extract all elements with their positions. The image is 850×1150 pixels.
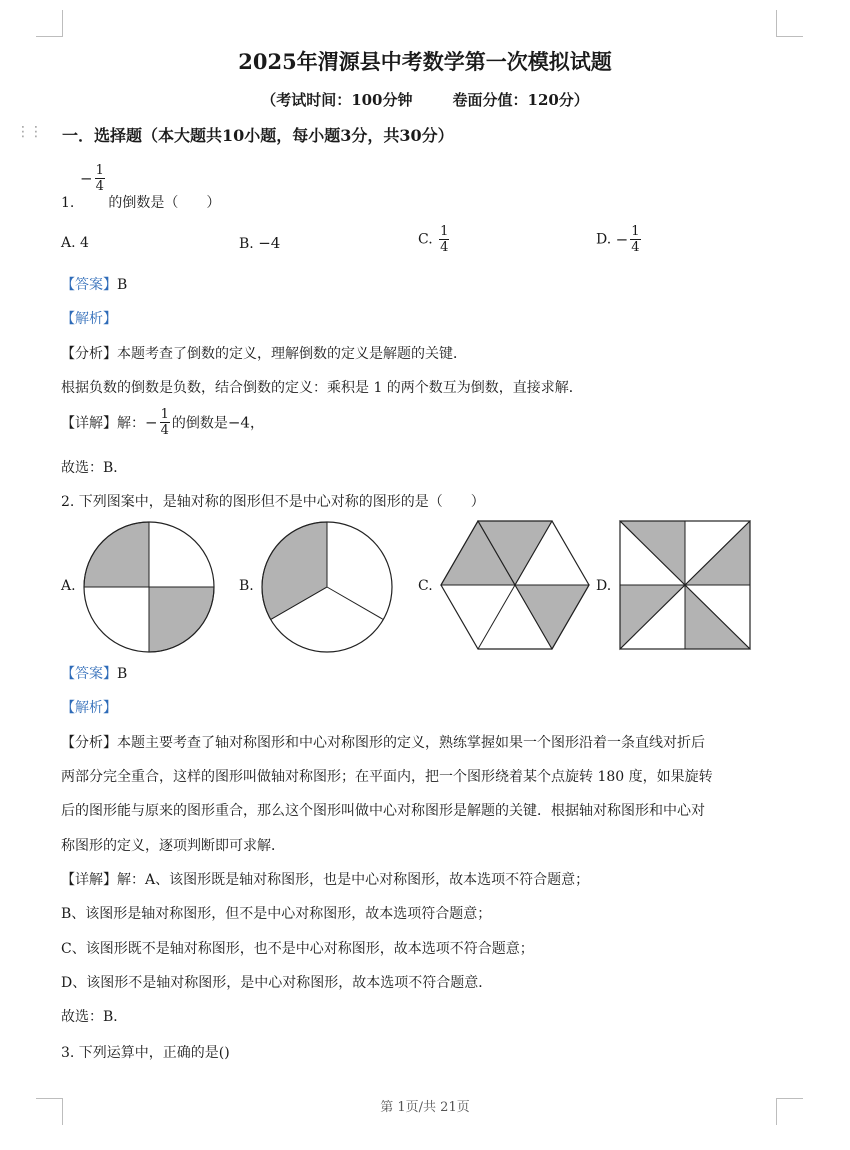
crop-mark-top-left <box>36 10 63 37</box>
q2-label-b[interactable]: B. <box>239 578 254 594</box>
q2-figure-b[interactable] <box>260 520 394 654</box>
q2-choose: 故选：B． <box>61 1009 128 1025</box>
q2-stem: 2. 下列图案中，是轴对称的图形但不是中心对称的图形的是（ ） <box>61 494 485 510</box>
q1-analysis-tag: 【解析】 <box>61 311 117 327</box>
q1-answer: 【答案】B <box>61 277 128 293</box>
q2-fenxi-line-1: 【分析】本题主要考查了轴对称图形和中心对称图形的定义，熟练掌握如果一个图形沿着一条直线对折后 <box>61 735 705 751</box>
q2-label-c[interactable]: C. <box>418 578 433 594</box>
q2-label-d[interactable]: D. <box>596 578 612 594</box>
q2-analysis-tag: 【解析】 <box>61 700 117 716</box>
q1-fraction: − $\frac{1}{4}$ <box>80 163 104 194</box>
q1-option-a[interactable]: A. 4 <box>61 235 89 251</box>
page-footer: 第 1页/共 21页 <box>380 1100 470 1115</box>
figure-a-shaded-bottom-right <box>149 587 214 652</box>
q1-option-d[interactable]: D. − $\frac{1}{4}$ <box>596 224 640 255</box>
crop-mark-top-right <box>776 10 803 37</box>
q1-detail: 【详解】解：− $\frac{1}{4}$ 的倒数是−4， <box>61 407 264 438</box>
q2-detail-d: D、该图形不是轴对称图形，是中心对称图形，故本选项不符合题意． <box>61 975 493 991</box>
q2-fenxi-line-3: 后的图形能与原来的图形重合，那么这个图形叫做中心对称图形是解题的关键．根据轴对称图形和中心对 <box>61 803 705 819</box>
exam-score: 卷面分值：120分） <box>452 91 589 109</box>
q1-option-b[interactable]: B. −4 <box>239 234 281 252</box>
q2-detail-a: 【详解】解：A、该图形既是轴对称图形，也是中心对称图形，故本选项不符合题意； <box>61 872 590 888</box>
figure-c-shaded-bottom-right <box>515 585 589 649</box>
q1-stem: 1. 的倒数是（ ） <box>61 195 221 211</box>
q2-detail-b: B、该图形是轴对称图形，但不是中心对称图形，故本选项符合题意； <box>61 906 492 922</box>
page-title: 2025年渭源县中考数学第一次模拟试题 <box>238 49 612 74</box>
exam-info <box>0 89 850 110</box>
q3-stem: 3. 下列运算中，正确的是() <box>61 1045 230 1061</box>
q1-explanation: 根据负数的倒数是负数，结合倒数的定义：乘积是 1 的两个数互为倒数，直接求解． <box>61 380 583 396</box>
q2-figure-a[interactable] <box>82 520 216 654</box>
q1-option-c[interactable]: C. $\frac{1}{4}$ <box>418 224 449 255</box>
q2-label-a[interactable]: A. <box>61 578 76 594</box>
exam-time: （考试时间：100分钟 <box>261 91 413 109</box>
q2-figure-c[interactable] <box>438 520 592 654</box>
q2-answer: 【答案】B <box>61 666 128 682</box>
q2-detail-c: C、该图形既不是轴对称图形，也不是中心对称图形，故本选项不符合题意； <box>61 941 534 957</box>
q2-figure-d[interactable] <box>618 520 752 654</box>
figure-a-shaded-top-left <box>84 522 149 587</box>
section-heading: 一．选择题（本大题共10小题，每小题3分，共30分） <box>62 126 454 145</box>
drag-handle-icon[interactable]: ⋮⋮ <box>16 124 42 140</box>
q1-fenxi: 【分析】本题考查了倒数的定义，理解倒数的定义是解题的关键． <box>61 346 467 362</box>
q2-fenxi-line-4: 称图形的定义，逐项判断即可求解． <box>61 838 285 854</box>
q2-fenxi-line-2: 两部分完全重合，这样的图形叫做轴对称图形；在平面内，把一个图形绕着某个点旋转 180 度，如果旋转 <box>61 769 713 785</box>
figure-b-shaded-sector <box>262 522 327 620</box>
q1-choose: 故选：B． <box>61 460 128 476</box>
